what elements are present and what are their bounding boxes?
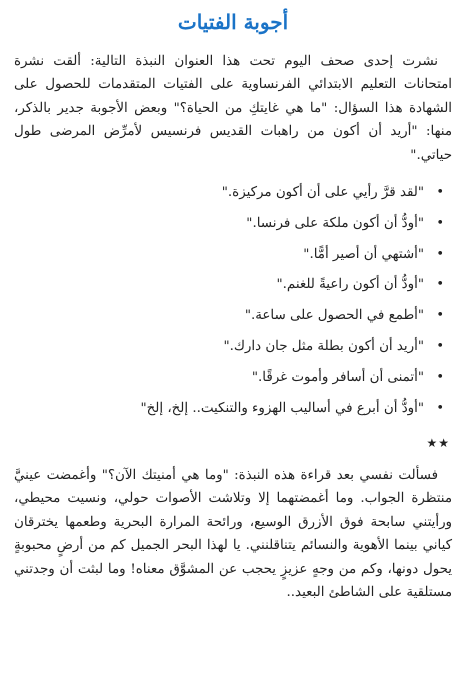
bullet-icon: • — [436, 246, 444, 262]
bullet-icon: • — [436, 400, 444, 416]
bullet-icon: • — [436, 185, 444, 201]
bullet-icon: • — [436, 277, 444, 293]
bullet-icon: • — [436, 215, 444, 231]
list-item — [14, 397, 444, 420]
answers-list — [14, 181, 452, 420]
list-item — [14, 212, 444, 235]
answer-text: "أطمع في الحصول على ساعة." — [244, 308, 424, 324]
list-item — [14, 181, 444, 204]
answer-text: "أودُّ أن أكون راعيةً للغنم." — [276, 277, 424, 293]
list-item — [14, 335, 444, 358]
intro-paragraph: نشرت إحدى صحف اليوم تحت هذا العنوان النبذة التالية: ألقت نشرة امتحانات التعليم الابتدائي الفرنساوية على الفتيات المتقدمات للحصول على الشهادة هذا السؤال: "ما هي غايتكِ من الحياة؟" وبعض الأجوبة جدير بالذكر، منها: "أريد أن أكون من راهبات القديس فرنسيس لأمرِّض المرضى طول حياتي." — [14, 54, 452, 163]
closing-paragraph: فسألت نفسي بعد قراءة هذه النبذة: "وما هي أمنيتك الآن؟" وأغمضت عينيَّ منتظرة الجواب. وما أغمضتهما إلا وتلاشت الأصوات حولي، ونسيت محيطي، ورأيتني سابحة فوق الأزرق الوسيع، ورائحة المرارة البحرية وطعمها يخترقان كياني بينما الأهوية والنسائم يتناقلنني. يا لهذا البحر الجميل كم من أرضٍ محبوبةٍ يحول دونها، وكم من وجهٍ عزيزٍ يحجب عن المشوَّق معناه! وما لبثت أن وجدتني مستلقية على الشاطئ البعيد.. — [14, 468, 452, 601]
bullet-icon: • — [436, 369, 444, 385]
section-separator: ★★ — [426, 436, 450, 451]
answer-text: "أريد أن أكون بطلة مثل جان دارك." — [223, 339, 424, 355]
bullet-icon: • — [436, 339, 444, 355]
answer-text: "أودُّ أن أكون ملكة على فرنسا." — [246, 215, 424, 231]
list-item — [14, 273, 444, 296]
list-item — [14, 366, 444, 389]
bullet-icon: • — [436, 308, 444, 324]
answer-text: "أشتهي أن أصير أمًّا." — [303, 246, 424, 262]
list-item — [14, 243, 444, 266]
list-item — [14, 304, 444, 327]
answer-text: "لقد قرَّ رأيي على أن أكون مركيزة." — [221, 185, 424, 201]
page-title: أجوبة الفتيات — [177, 10, 289, 34]
answer-text: "أتمنى أن أسافر وأموت غرقًا." — [251, 369, 424, 385]
answer-text: "أودُّ أن أبرع في أساليب الهزوء والتنكيت.. إلخ، إلخ" — [140, 400, 424, 416]
